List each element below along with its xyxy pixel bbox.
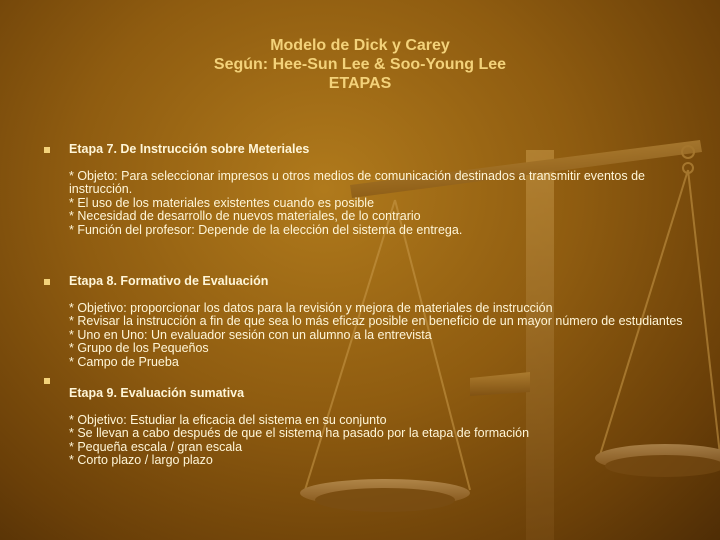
stage-line: * Corto plazo / largo plazo: [69, 453, 213, 467]
stage-title: Etapa 8. Formativo de Evaluación: [69, 274, 269, 288]
stage-line: * Objetivo: Estudiar la eficacia del sistema en su conjunto: [69, 412, 387, 427]
stage-title: Etapa 7. De Instrucción sobre Meteriales: [69, 142, 310, 156]
title-line-2: Según: Hee-Sun Lee & Soo-Young Lee: [213, 56, 507, 73]
stage-9: [44, 374, 684, 468]
stage-line: * Se llevan a cabo después de que el sistema ha pasado por la etapa de formación: [69, 426, 530, 440]
stage-7: [44, 143, 684, 237]
slide-content: [44, 143, 684, 468]
stage-line: * Pequeña escala / gran escala: [69, 439, 243, 454]
square-bullet-icon: [44, 147, 50, 153]
stage-line: * El uso de los materiales existentes cuando es posible: [69, 195, 375, 210]
title-line-1: Modelo de Dick y Carey: [270, 37, 450, 54]
square-bullet-icon: [44, 378, 50, 384]
stage-line: * Campo de Prueba: [69, 354, 179, 369]
stage-line: * Objetivo: proporcionar los datos para la revisión y mejora de materiales de instrucción: [69, 300, 553, 315]
square-bullet-icon: [44, 279, 50, 285]
stage-line: * Función del profesor: Depende de la elección del sistema de entrega.: [69, 222, 463, 237]
title-line-3: ETAPAS: [328, 75, 392, 92]
stage-line: * Revisar la instrucción a fin de que sea lo más eficaz posible en beneficio de un mayor número de estudiantes: [69, 314, 683, 328]
stage-line: * Necesidad de desarrollo de nuevos materiales, de lo contrario: [69, 209, 421, 223]
stage-line: * Uno en Uno: Un evaluador sesión con un alumno a la entrevista: [69, 327, 432, 342]
stage-8: [44, 275, 684, 369]
slide-title: [0, 36, 720, 93]
stage-line: * Grupo de los Pequeños: [69, 341, 209, 355]
stage-title: Etapa 9. Evaluación sumativa: [69, 386, 245, 400]
stage-line: * Objeto: Para seleccionar impresos u otros medios de comunicación destinados a transmitir eventos de instrucción.: [69, 168, 645, 196]
